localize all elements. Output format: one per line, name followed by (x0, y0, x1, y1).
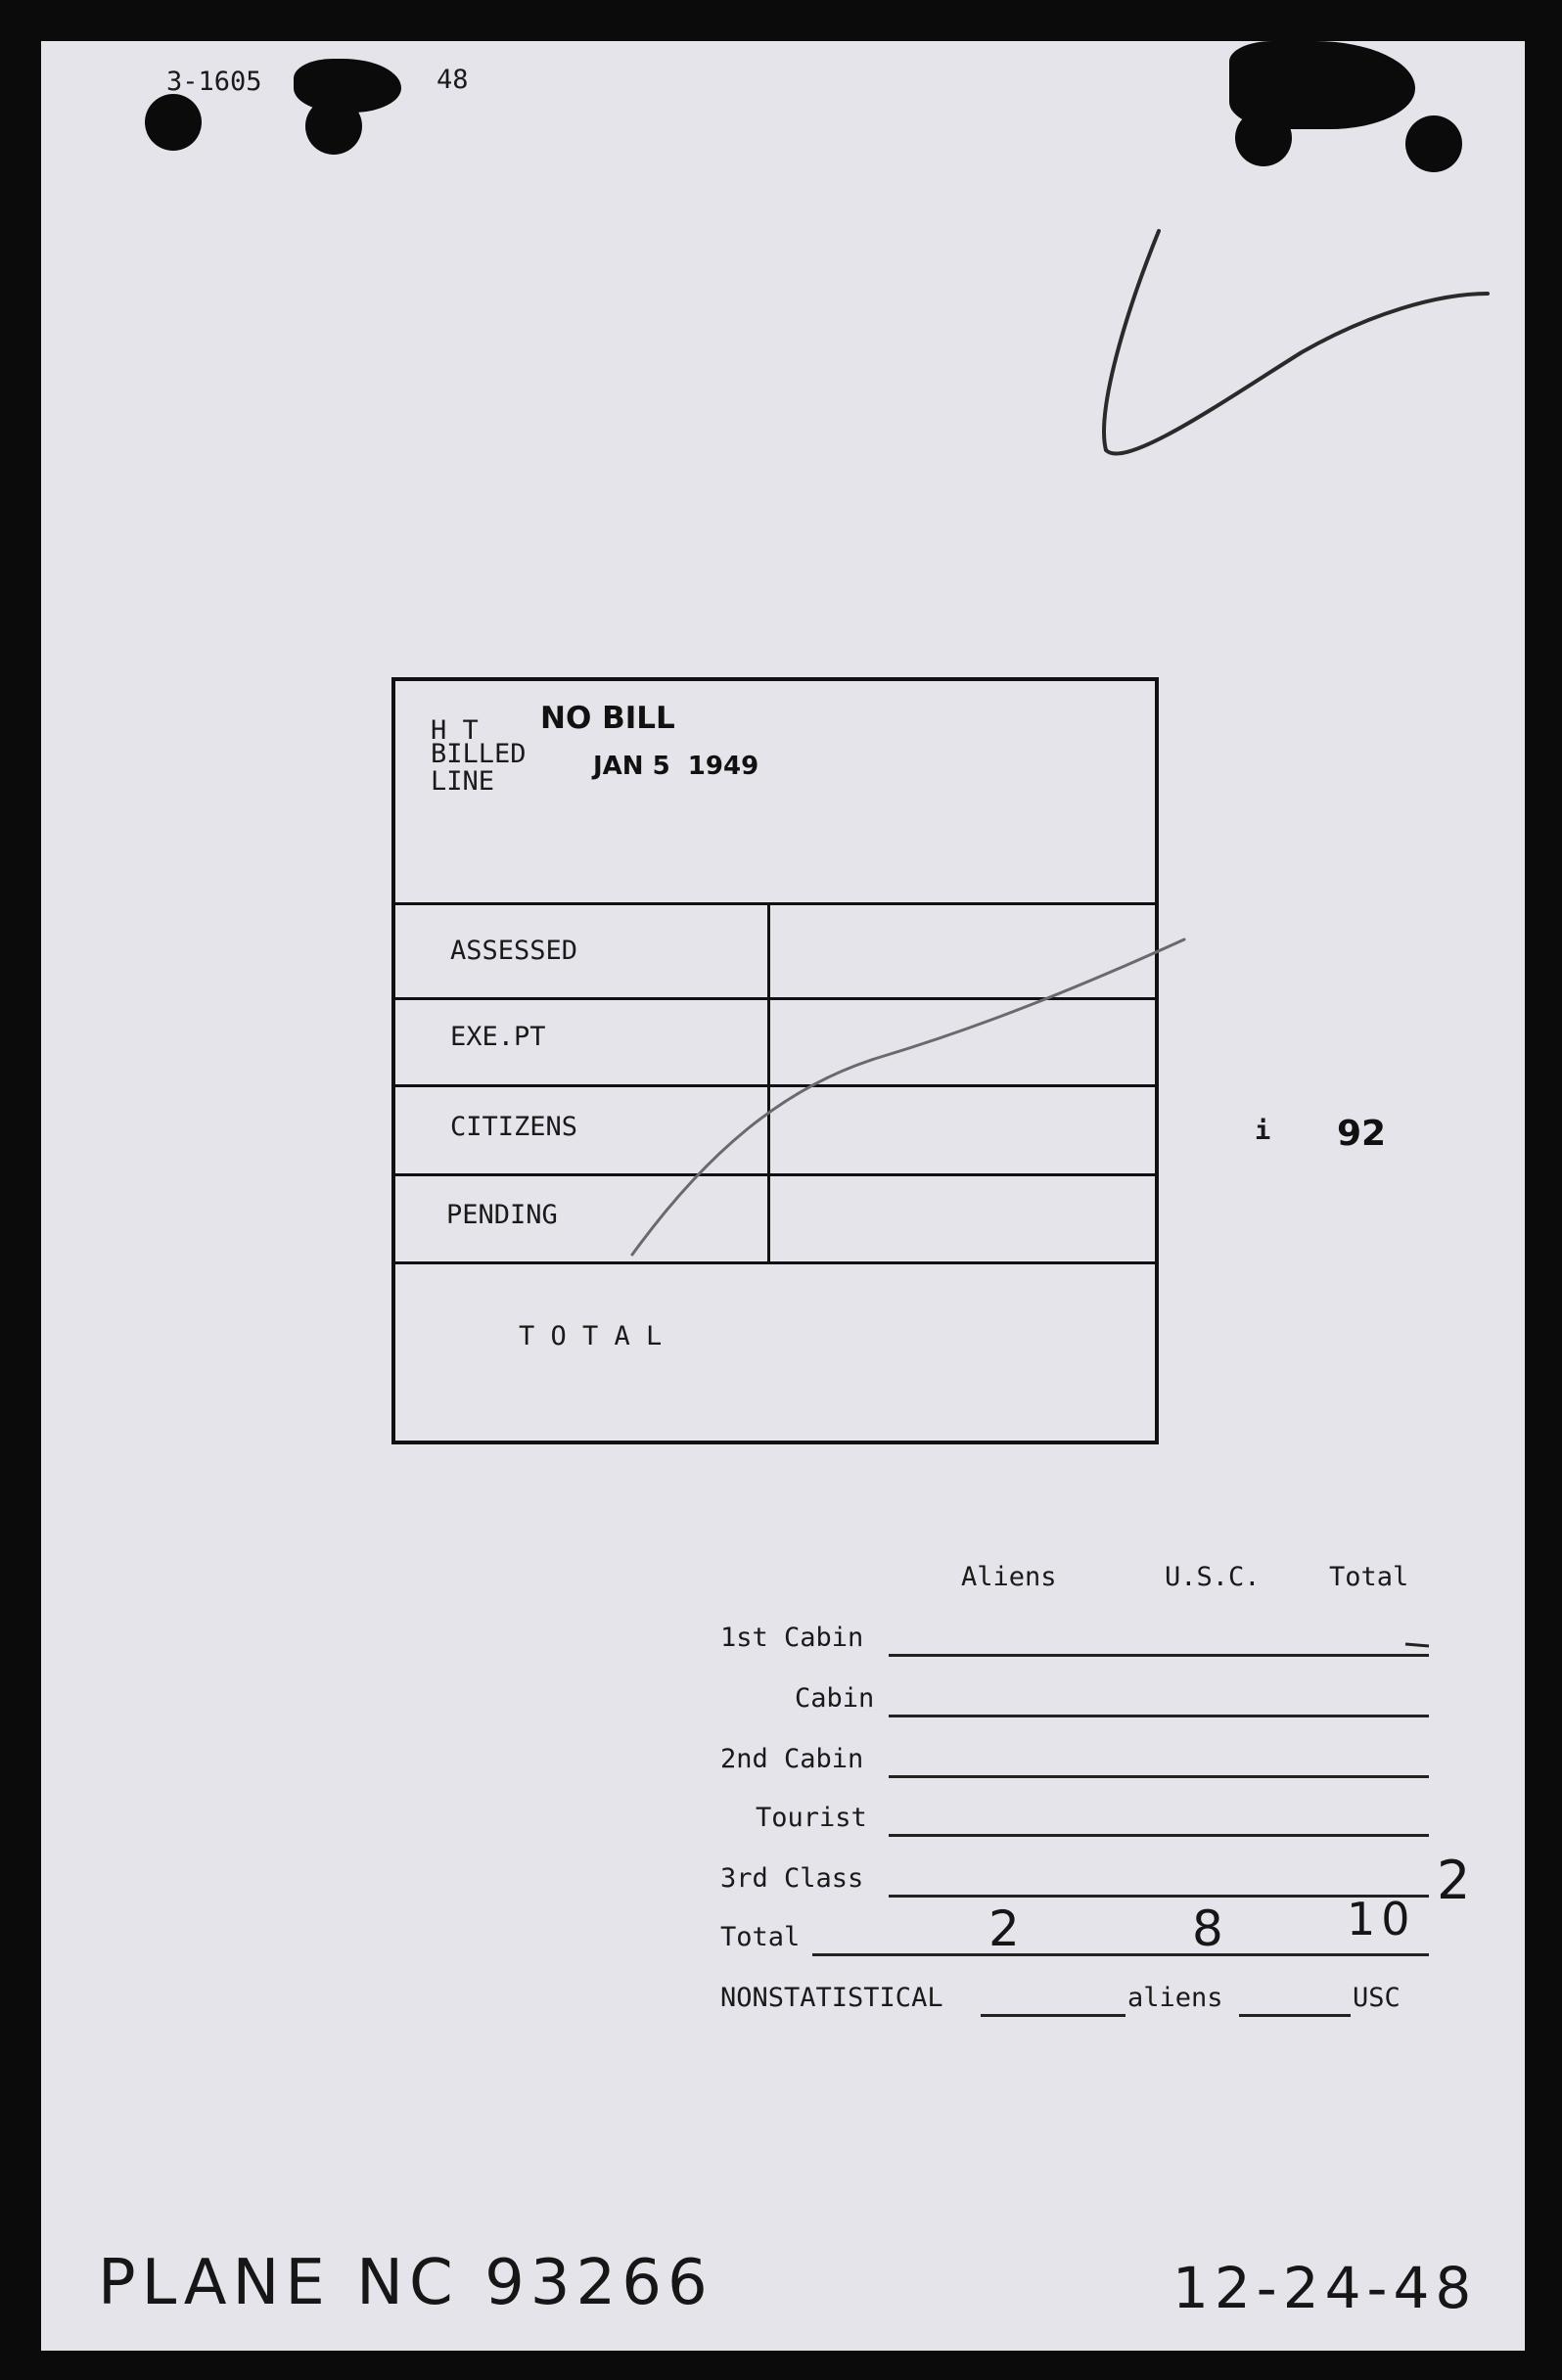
nonstatistical-label: NONSTATISTICAL (720, 1983, 943, 2013)
handwritten-date: 12-24-48 (1172, 2255, 1478, 2321)
code-line: LINE (431, 766, 495, 797)
date-fragment: 48 (436, 65, 469, 95)
total-label: T O T A L (519, 1321, 663, 1351)
check-mark (1104, 231, 1488, 454)
no-bill-stamp: NO BILL (540, 701, 675, 736)
side-number: 92 (1337, 1114, 1387, 1154)
column-usc: U.S.C. (1165, 1562, 1261, 1592)
total-aliens-value: 2 (988, 1900, 1026, 1957)
date-stamp: JAN 5 1949 (593, 752, 759, 781)
total-total-value: 10 (1347, 1893, 1416, 1945)
row-citizens: CITIZENS (450, 1112, 578, 1142)
handwritten-plane: PLANE NC 93266 (98, 2247, 713, 2319)
column-aliens: Aliens (961, 1562, 1057, 1592)
form-number: 3-1605 (166, 67, 262, 97)
column-total: Total (1329, 1562, 1409, 1592)
row-2nd-cabin: 2nd Cabin (720, 1744, 864, 1774)
cross-out-stroke (632, 939, 1184, 1255)
row-exempt: EXE.PT (450, 1022, 546, 1052)
nonstatistical-aliens: aliens (1127, 1983, 1223, 2013)
code-ht: H T (431, 715, 479, 746)
margin-dash (1405, 1644, 1429, 1646)
row-pending: PENDING (446, 1200, 558, 1230)
total-usc-value: 8 (1192, 1900, 1229, 1957)
row-1st-cabin: 1st Cabin (720, 1623, 864, 1653)
row-cabin: Cabin (795, 1683, 875, 1714)
code-billed: BILLED (431, 739, 527, 769)
row-assessed: ASSESSED (450, 936, 578, 966)
margin-note: 2 (1437, 1850, 1477, 1911)
row-3rd-class: 3rd Class (720, 1863, 864, 1894)
side-mark: i (1255, 1116, 1271, 1146)
row-total: Total (720, 1922, 801, 1952)
row-tourist: Tourist (756, 1803, 867, 1833)
nonstatistical-usc: USC (1353, 1983, 1401, 2013)
